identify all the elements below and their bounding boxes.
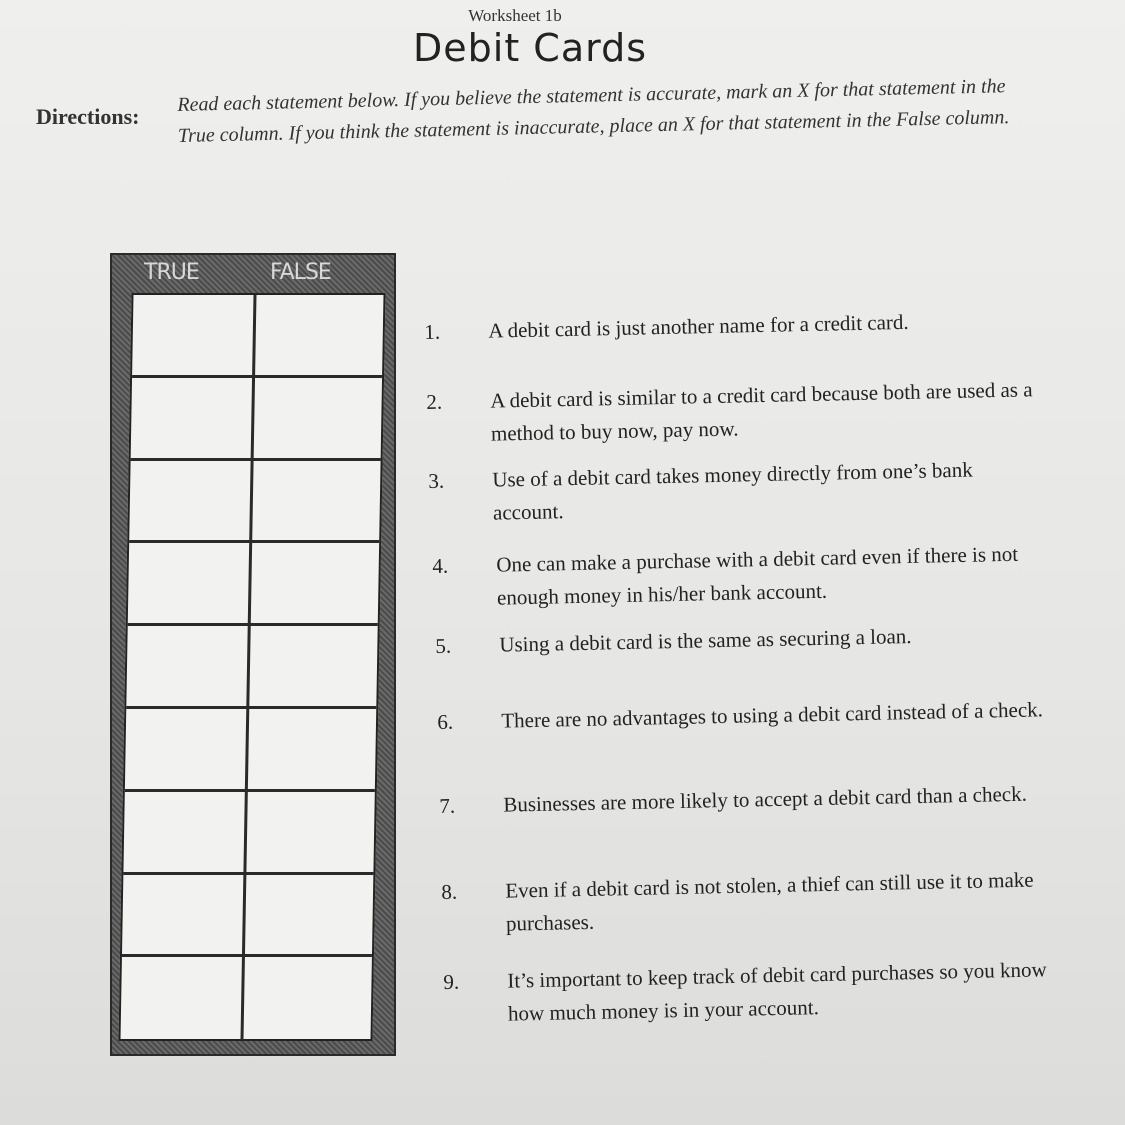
- statement-text: Businesses are more likely to accept a debit card than a check.: [503, 781, 1028, 817]
- statement-number: 4.: [432, 553, 449, 578]
- statement-number: 7.: [439, 793, 456, 818]
- answer-row-2: [131, 378, 382, 461]
- true-cell-8[interactable]: [122, 875, 246, 955]
- false-cell-2[interactable]: [254, 378, 382, 458]
- true-cell-3[interactable]: [129, 461, 253, 541]
- statement-number: 1.: [424, 319, 441, 344]
- true-cell-6[interactable]: [125, 709, 249, 789]
- answer-row-5: [126, 626, 377, 709]
- statement-text: There are no advantages to using a debit card instead of a check.: [501, 697, 1044, 733]
- true-column-header: TRUE: [144, 260, 199, 285]
- false-column-header: FALSE: [270, 260, 331, 285]
- statement-number: 9.: [443, 969, 460, 994]
- false-cell-1[interactable]: [255, 295, 383, 375]
- true-cell-1[interactable]: [132, 295, 256, 375]
- answer-row-1: [132, 295, 383, 378]
- true-cell-2[interactable]: [131, 378, 255, 458]
- answer-row-9: [120, 957, 371, 1040]
- answer-row-6: [125, 709, 376, 792]
- false-cell-9[interactable]: [243, 957, 371, 1040]
- false-cell-5[interactable]: [249, 626, 377, 706]
- statement-number: 5.: [435, 633, 452, 658]
- true-cell-9[interactable]: [120, 957, 244, 1040]
- answer-grid-header: [112, 257, 394, 291]
- answer-row-7: [123, 792, 374, 875]
- true-cell-7[interactable]: [123, 792, 247, 872]
- statement-text: One can make a purchase with a debit card even if there is not enough money in his/her bank account.: [496, 541, 1019, 610]
- statement-number: 2.: [426, 389, 443, 414]
- statement-text: Using a debit card is the same as securing a loan.: [499, 624, 912, 657]
- statement-text: A debit card is similar to a credit card because both are used as a method to buy now, pay now.: [490, 377, 1033, 446]
- statement-text: Even if a debit card is not stolen, a thief can still use it to make purchases.: [505, 867, 1034, 936]
- answer-row-4: [128, 543, 379, 626]
- worksheet-title: Debit Cards: [413, 26, 647, 70]
- true-cell-4[interactable]: [128, 543, 252, 623]
- directions-label: Directions:: [36, 104, 140, 129]
- statement-text: It’s important to keep track of debit card purchases so you know how much money is in your account.: [507, 957, 1047, 1026]
- answer-row-3: [129, 461, 380, 544]
- answer-row-8: [122, 875, 373, 958]
- false-cell-7[interactable]: [246, 792, 374, 872]
- worksheet-subtitle: Worksheet 1b: [468, 6, 562, 25]
- directions-text: Read each statement below. If you believe the statement is accurate, mark an X for that statement in the True column. If you think the statement is inaccurate, place an X for that statement in the False column.: [177, 75, 1010, 147]
- statement-text: A debit card is just another name for a credit card.: [488, 309, 909, 343]
- statement-number: 3.: [428, 468, 445, 493]
- statement-text: Use of a debit card takes money directly from one’s bank account.: [492, 457, 973, 525]
- statement-number: 6.: [437, 709, 454, 734]
- answer-grid-body: [118, 293, 385, 1041]
- false-cell-4[interactable]: [251, 543, 379, 623]
- statement-number: 8.: [441, 879, 458, 904]
- false-cell-3[interactable]: [252, 461, 380, 541]
- false-cell-6[interactable]: [248, 709, 376, 789]
- answer-grid: [110, 253, 396, 1056]
- true-cell-5[interactable]: [126, 626, 250, 706]
- false-cell-8[interactable]: [245, 875, 373, 955]
